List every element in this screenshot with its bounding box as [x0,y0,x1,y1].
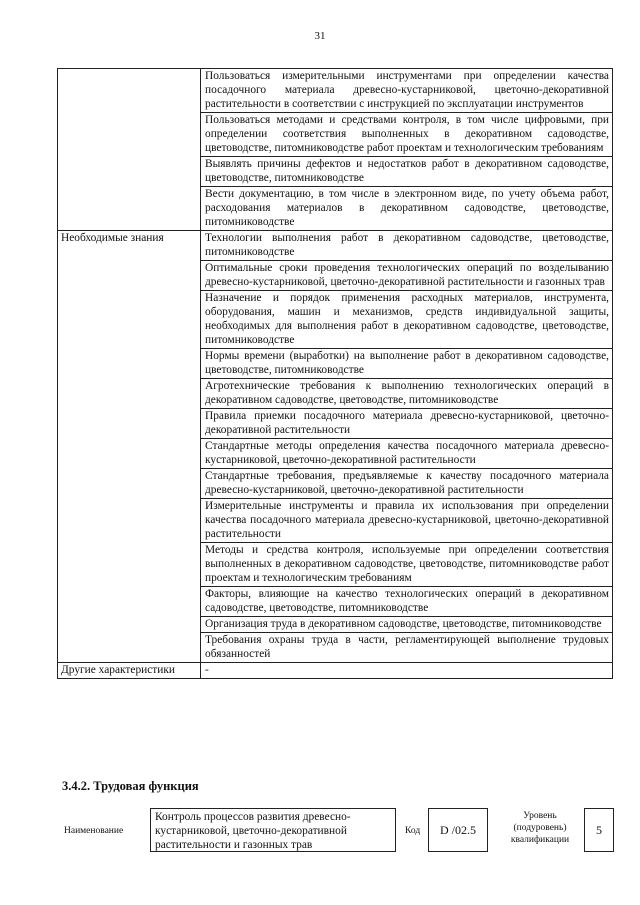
skill-item: Вести документацию, в том числе в электронном виде, по учету объема работ, расходования материалов в декоративном садоводстве, цветоводстве, питомниководстве [201,187,613,231]
section-title: 3.4.2. Трудовая функция [62,779,199,793]
function-code-box: D /02.5 [428,808,488,852]
requirements-table [57,68,613,679]
knowledge-item: Технологии выполнения работ в декоративном садоводстве, цветоводстве, питомниководстве [201,231,613,261]
qualification-level-box: 5 [584,808,614,852]
row-label [58,69,201,231]
function-code-label: Код [405,826,421,836]
knowledge-item: Измерительные инструменты и правила их использования при определении качества посадочного материала древесно-кустарниковой, цветочно-декоративной растительности [201,499,613,543]
knowledge-item: Стандартные методы определения качества посадочного материала древесно-кустарниковой, цветочно-декоративной растительности [201,439,613,469]
table-row [58,69,613,113]
skill-item: Пользоваться измерительными инструментами при определении качества посадочного материала древесно-кустарниковой, цветочно-декоративной растительности в соответствии с инструкцией по эксплуатации инструментов [201,69,613,113]
knowledge-item: Организация труда в декоративном садоводстве, цветоводстве, питомниководстве [201,617,613,633]
page-number: 31 [314,30,326,42]
qualification-level-label: Уровень (подуровень) квалификации [510,811,570,845]
requirements-table-body [58,69,613,679]
knowledge-item: Методы и средства контроля, используемые при определении соответствия выполненных в декоративном садоводстве, цветоводстве, питомниководстве работ проектам и технологическим требованиям [201,543,613,587]
skill-item: Пользоваться методами и средствами контроля, в том числе цифровыми, при определении соответствия выполненных в декоративном садоводстве, цветоводстве, питомниководстве работ проектам и технологическим требованиям [201,113,613,157]
knowledge-item: Агротехнические требования к выполнению технологических операций в декоративном садоводстве, цветоводстве, питомниководстве [201,379,613,409]
function-name-box: Контроль процессов развития древесно-кустарниковой, цветочно-декоративной растительности и газонных трав [150,808,396,852]
knowledge-label: Необходимые знания [58,231,201,663]
knowledge-item: Стандартные требования, предъявляемые к качеству посадочного материала древесно-кустарниковой, цветочно-декоративной растительности [201,469,613,499]
table-row [58,663,613,679]
knowledge-item: Нормы времени (выработки) на выполнение работ в декоративном садоводстве, цветоводстве, питомниководстве [201,349,613,379]
table-row [58,231,613,261]
function-name-label: Наименование [64,826,124,836]
knowledge-item: Правила приемки посадочного материала древесно-кустарниковой, цветочно-декоративной растительности [201,409,613,439]
skill-item: Выявлять причины дефектов и недостатков работ в декоративном садоводстве, цветоводстве, питомниководстве [201,157,613,187]
knowledge-item: Назначение и порядок применения расходных материалов, инструмента, оборудования, машин и механизмов, средств индивидуальной защиты, необходимых для выполнения работ в декоративном садоводстве, цветоводстве, питомниководстве [201,291,613,349]
knowledge-item: Оптимальные сроки проведения технологических операций по возделыванию древесно-кустарниковой, цветочно-декоративной растительности и газонных трав [201,261,613,291]
other-characteristics-value: - [201,663,613,679]
knowledge-item: Факторы, влияющие на качество технологических операций в декоративном садоводстве, цветоводстве, питомниководстве [201,587,613,617]
knowledge-item: Требования охраны труда в части, регламентирующей выполнение трудовых обязанностей [201,633,613,663]
other-characteristics-label: Другие характеристики [58,663,201,679]
